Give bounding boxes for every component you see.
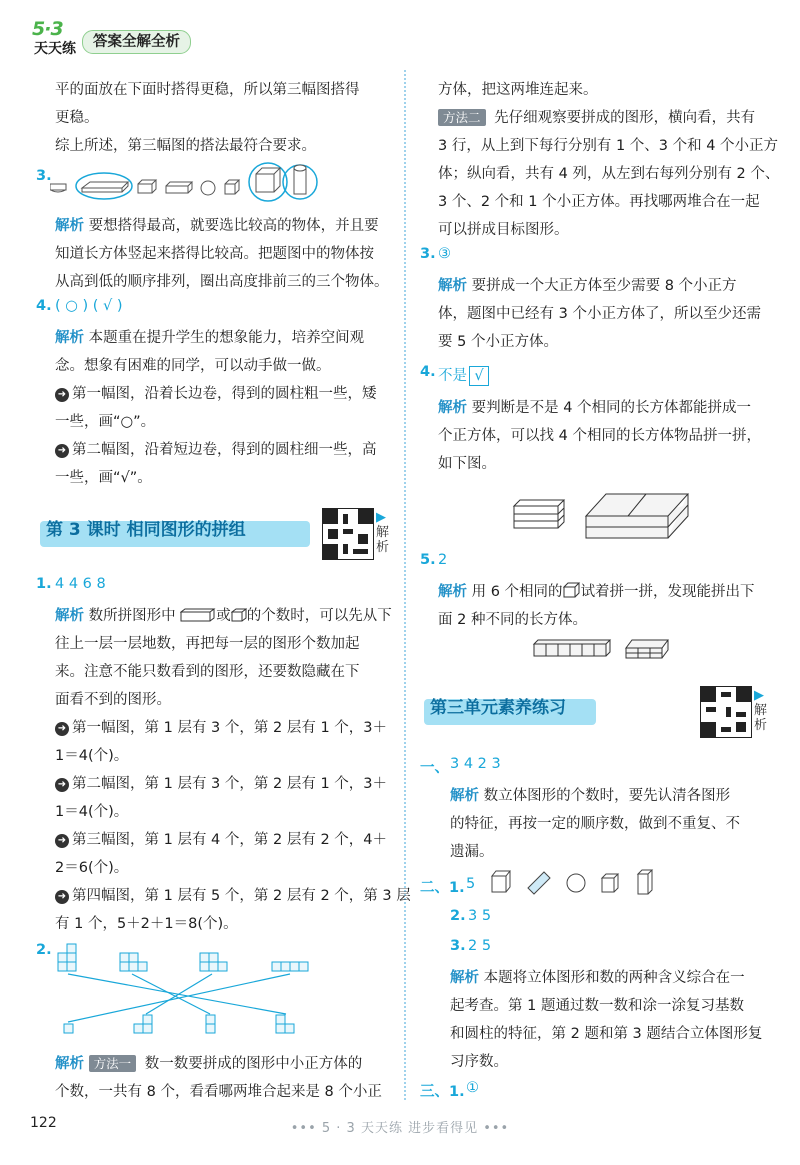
bullet-line <box>55 382 377 403</box>
question-number: 3. <box>450 938 466 954</box>
answer-text: 3 4 2 3 <box>450 756 501 772</box>
text-line: 体；纵向看，共有 4 列，从左到右每列分别有 2 个、 <box>438 166 780 182</box>
qr-code[interactable] <box>322 508 374 560</box>
cube-cell <box>276 1024 285 1033</box>
logo-bottom: 天天练 <box>34 41 76 57</box>
cube-shape <box>492 871 510 892</box>
question-number: 2. <box>450 908 466 924</box>
analysis-label: 解析 <box>450 788 479 804</box>
cube-cell <box>67 962 76 971</box>
analysis-label: 解析 <box>450 970 479 986</box>
analysis-line <box>438 396 751 417</box>
cube-cell <box>138 962 147 971</box>
cuboid-stack-figure <box>508 476 698 542</box>
cuboid-shape <box>602 874 618 892</box>
qr-module <box>353 549 368 554</box>
text-line: 个数，一共有 8 个，看看哪两堆合起来是 8 个小正 <box>55 1084 382 1100</box>
qr-module <box>358 534 368 544</box>
cube-cell <box>206 1015 215 1024</box>
text-line: 往上一层一层地数，再把每一层的图形个数加起 <box>55 636 360 652</box>
answer-text: 2 <box>438 552 448 568</box>
answer-check-box: √ <box>469 366 489 386</box>
analysis-text: 数一数要拼成的图形中小正方体的 <box>140 1056 363 1072</box>
cube-icon <box>563 582 581 598</box>
three-by-two-cuboid <box>626 640 668 658</box>
qr-module <box>721 692 731 697</box>
analysis-text: 的个数时，可以先从下 <box>246 608 392 624</box>
question-number: 4. <box>36 298 52 314</box>
sphere-shape <box>567 874 585 892</box>
cube-cell <box>299 962 308 971</box>
qr-module <box>726 707 731 717</box>
matching-figure <box>50 938 330 1048</box>
section-title <box>40 515 310 545</box>
question-number: 2. <box>36 942 52 958</box>
question-number: 4. <box>420 364 436 380</box>
bullet-text: 第一幅图，沿着长边卷，得到的圆柱粗一些，矮 <box>72 386 377 402</box>
bullet-line <box>55 828 387 849</box>
cube-cell <box>58 953 67 962</box>
analysis-text: 用 6 个相同的 <box>467 584 563 600</box>
bullet-line <box>55 772 387 793</box>
analysis-label: 解析 <box>55 218 84 234</box>
page-number: 122 <box>30 1115 57 1131</box>
tall-cylinder-top <box>294 165 306 171</box>
qr-finder <box>323 544 338 559</box>
qr-module <box>721 727 731 732</box>
arrow-icon: ➜ <box>55 890 69 904</box>
qr-module <box>343 514 348 524</box>
text-line: 来。注意不能只数看到的图形，还要数隐藏在下 <box>55 664 360 680</box>
analysis-text: 要拼成一个大正方体至少需要 8 个小正方 <box>467 278 737 294</box>
analysis-text: 要想搭得最高，就要选比较高的物体，并且要 <box>84 218 379 234</box>
cube-cell <box>67 944 76 953</box>
answer-text: 2 5 <box>468 938 492 954</box>
cube-cell <box>209 953 218 962</box>
text-line: 和圆柱的特征，第 2 题和第 3 题结合立体图形复 <box>450 1026 763 1042</box>
cube-small-shape <box>225 184 235 194</box>
cube-cell <box>290 962 299 971</box>
method-badge: 方法二 <box>438 109 486 126</box>
six-cube-row <box>534 640 610 656</box>
qr-module <box>736 712 746 717</box>
play-icon: ▶ <box>376 510 386 525</box>
small-box-shape <box>138 184 152 193</box>
cube-cell <box>200 953 209 962</box>
qr-label-text: 解析 <box>754 703 768 733</box>
cube-cell <box>129 962 138 971</box>
qr-label <box>376 510 394 555</box>
text-line: 念。想象有困难的同学，可以动手做一做。 <box>55 358 331 374</box>
header-tag: 答案全解全析 <box>82 30 191 54</box>
cube-cell <box>209 962 218 971</box>
text-line: 平的面放在下面时搭得更稳，所以第三幅图搭得 <box>55 82 360 98</box>
logo-top: 5·3 <box>32 18 63 40</box>
question-number: 一、 <box>420 760 449 776</box>
answer-text: ① <box>466 1080 479 1096</box>
tall-cylinder-shape <box>294 168 306 194</box>
cube-cell <box>272 962 281 971</box>
match-lines <box>68 974 290 1022</box>
question-number: 二、1. <box>420 880 465 896</box>
section-title-text: 第 3 课时 相同图形的拼组 <box>46 520 246 540</box>
long-cuboid-figure <box>532 634 682 662</box>
method-badge: 方法一 <box>89 1055 137 1072</box>
cube-cell <box>200 962 209 971</box>
question-number: 3. <box>36 168 52 184</box>
bullet-line <box>55 716 387 737</box>
text-line: 面 2 种不同的长方体。 <box>438 612 587 628</box>
text-line: 面看不到的图形。 <box>55 692 171 708</box>
qr-module <box>343 529 353 534</box>
column-divider <box>404 70 406 1100</box>
flat-box-shape-2 <box>166 186 188 193</box>
bullet-text: 第三幅图，第 1 层有 4 个，第 2 层有 2 个，4＋ <box>72 832 387 848</box>
qr-finder <box>701 722 716 737</box>
question-number: 5. <box>420 552 436 568</box>
cube-cell <box>129 953 138 962</box>
text-line: 1＝4(个)。 <box>55 748 129 764</box>
analysis-line <box>55 1052 362 1073</box>
cube-big-shape <box>256 174 274 192</box>
answer-line <box>438 364 489 386</box>
analysis-label: 解析 <box>55 608 84 624</box>
text-line: 遗漏。 <box>450 844 494 860</box>
bullet-text: 第四幅图，第 1 层有 5 个，第 2 层有 2 个，第 3 层 <box>72 888 411 904</box>
analysis-label: 解析 <box>55 1056 84 1072</box>
cube-cell <box>64 1024 73 1033</box>
qr-code[interactable] <box>700 686 752 738</box>
question-number: 三、1. <box>420 1084 465 1100</box>
solids-figure <box>486 866 666 898</box>
question-number: 1. <box>36 576 52 592</box>
qr-finder <box>358 509 373 524</box>
answer-text: 不是 <box>438 368 467 384</box>
bullet-line <box>55 438 377 459</box>
cube-cell <box>134 1024 143 1033</box>
play-icon: ▶ <box>754 688 764 703</box>
text-line: 有 1 个，5＋2＋1＝8(个)。 <box>55 916 238 932</box>
analysis-text: 数所拼图形中 <box>84 608 176 624</box>
analysis-line <box>55 214 379 235</box>
analysis-label: 解析 <box>55 330 84 346</box>
text-line: 如下图。 <box>438 456 496 472</box>
analysis-label: 解析 <box>438 400 467 416</box>
arrow-icon: ➜ <box>55 388 69 402</box>
question-number: 3. <box>420 246 436 262</box>
match-line <box>68 974 290 1022</box>
section-title-text: 第三单元素养练习 <box>430 698 566 718</box>
match-line <box>68 974 286 1014</box>
cylinder-shape <box>528 872 550 894</box>
text-line: 更稳。 <box>55 110 99 126</box>
analysis-text: 数立体图形的个数时，要先认清各图形 <box>479 788 731 804</box>
qr-module <box>736 722 746 732</box>
arrow-icon: ➜ <box>55 444 69 458</box>
analysis-line <box>55 604 392 625</box>
analysis-text: 试着拼一拼，发现能拼出下 <box>580 584 755 600</box>
text-line: 要 5 个小正方体。 <box>438 334 558 350</box>
bullet-text: 第二幅图，沿着短边卷，得到的圆柱细一些，高 <box>72 442 377 458</box>
answer-text: 4 4 6 8 <box>55 576 106 592</box>
text-line: 从高到低的顺序排列，圈出高度排前三的三个物体。 <box>55 274 389 290</box>
cube-cell <box>218 962 227 971</box>
text-line: 可以拼成目标图形。 <box>438 222 569 238</box>
qr-finder <box>701 687 716 702</box>
cube-cell <box>120 962 129 971</box>
text-line: 一些，画“○”。 <box>55 414 156 430</box>
answer-text: ③ <box>438 246 451 262</box>
bullet-text: 第二幅图，第 1 层有 3 个，第 2 层有 1 个，3＋ <box>72 776 387 792</box>
tall-cuboid-shape <box>638 870 652 894</box>
analysis-text: 本题重在提升学生的想象能力，培养空间观 <box>84 330 365 346</box>
text-line: 体，题图中已经有 3 个小正方体了，所以至少还需 <box>438 306 761 322</box>
answer-text: 5 <box>466 876 476 892</box>
analysis-text: 要判断是不是 4 个相同的长方体都能拼成一 <box>467 400 752 416</box>
analysis-line <box>55 326 364 347</box>
cube-cell <box>206 1024 215 1033</box>
small-cuboid-stack <box>514 500 564 528</box>
cuboid-icon <box>180 608 216 622</box>
analysis-line <box>450 966 745 987</box>
qr-finder <box>736 687 751 702</box>
cube-cell <box>143 1015 152 1024</box>
arrow-icon: ➜ <box>55 778 69 792</box>
text-line: 一些，画“√”。 <box>55 470 152 486</box>
text-line: 方体，把这两堆连起来。 <box>438 82 598 98</box>
qr-label <box>754 688 772 733</box>
brand-logo <box>30 18 78 58</box>
bullet-text: 第一幅图，第 1 层有 3 个，第 2 层有 1 个，3＋ <box>72 720 387 736</box>
text-line: 起考查。第 1 题通过数一数和涂一涂复习基数 <box>450 998 744 1014</box>
qr-finder <box>323 509 338 524</box>
analysis-text: 或 <box>216 608 231 624</box>
analysis-label: 解析 <box>438 584 467 600</box>
analysis-line <box>450 784 730 805</box>
cube-cell <box>285 1024 294 1033</box>
cube-cell <box>276 1015 285 1024</box>
text-line-content: 先仔细观察要拼成的图形，横向看，共有 <box>489 110 756 126</box>
text-line: 个正方体，可以找 4 个相同的长方体物品拼一拼， <box>438 428 761 444</box>
qr-module <box>706 707 716 712</box>
arrow-icon: ➜ <box>55 722 69 736</box>
bullet-line <box>55 884 411 905</box>
flat-box-shape <box>82 182 128 192</box>
cube-cell <box>281 962 290 971</box>
match-line <box>146 974 212 1014</box>
qr-label-text: 解析 <box>376 525 390 555</box>
text-line: 习序数。 <box>450 1054 508 1070</box>
cube-cell <box>67 953 76 962</box>
analysis-text: 本题将立体图形和数的两种含义综合在一 <box>479 970 745 986</box>
section-title <box>424 693 596 723</box>
analysis-line <box>438 274 737 295</box>
footer-slogan: ••• 5 · 3 天天练 进步看得见 ••• <box>290 1121 510 1136</box>
page-header <box>0 0 800 60</box>
text-line: 3 个、2 个和 1 个小正方体。再找哪两堆合在一起 <box>438 194 760 210</box>
analysis-line <box>438 580 755 601</box>
large-cuboid-stack <box>586 494 688 538</box>
text-line: 3 行，从上到下每行分别有 1 个、3 个和 4 个小正方 <box>438 138 779 154</box>
flat-cylinder-body <box>50 184 66 190</box>
cube-icon <box>231 608 247 622</box>
objects-figure <box>50 160 320 204</box>
answer-text: 3 5 <box>468 908 492 924</box>
text-line: 知道长方体竖起来搭得比较高。把题图中的物体按 <box>55 246 374 262</box>
sphere-shape <box>201 181 215 195</box>
text-line: 2＝6(个)。 <box>55 860 129 876</box>
text-line <box>438 106 755 127</box>
cube-cell <box>143 1024 152 1033</box>
analysis-label: 解析 <box>438 278 467 294</box>
text-line: 1＝4(个)。 <box>55 804 129 820</box>
cube-stack-group <box>58 944 308 1033</box>
answer-text: ( ○ ) ( √ ) <box>55 298 123 314</box>
cube-cell <box>58 962 67 971</box>
qr-module <box>328 529 338 539</box>
arrow-icon: ➜ <box>55 834 69 848</box>
text-line: 的特征，再按一定的顺序数，做到不重复、不 <box>450 816 740 832</box>
text-line: 综上所述，第三幅图的搭法最符合要求。 <box>55 138 316 154</box>
qr-module <box>343 544 348 554</box>
cube-cell <box>120 953 129 962</box>
